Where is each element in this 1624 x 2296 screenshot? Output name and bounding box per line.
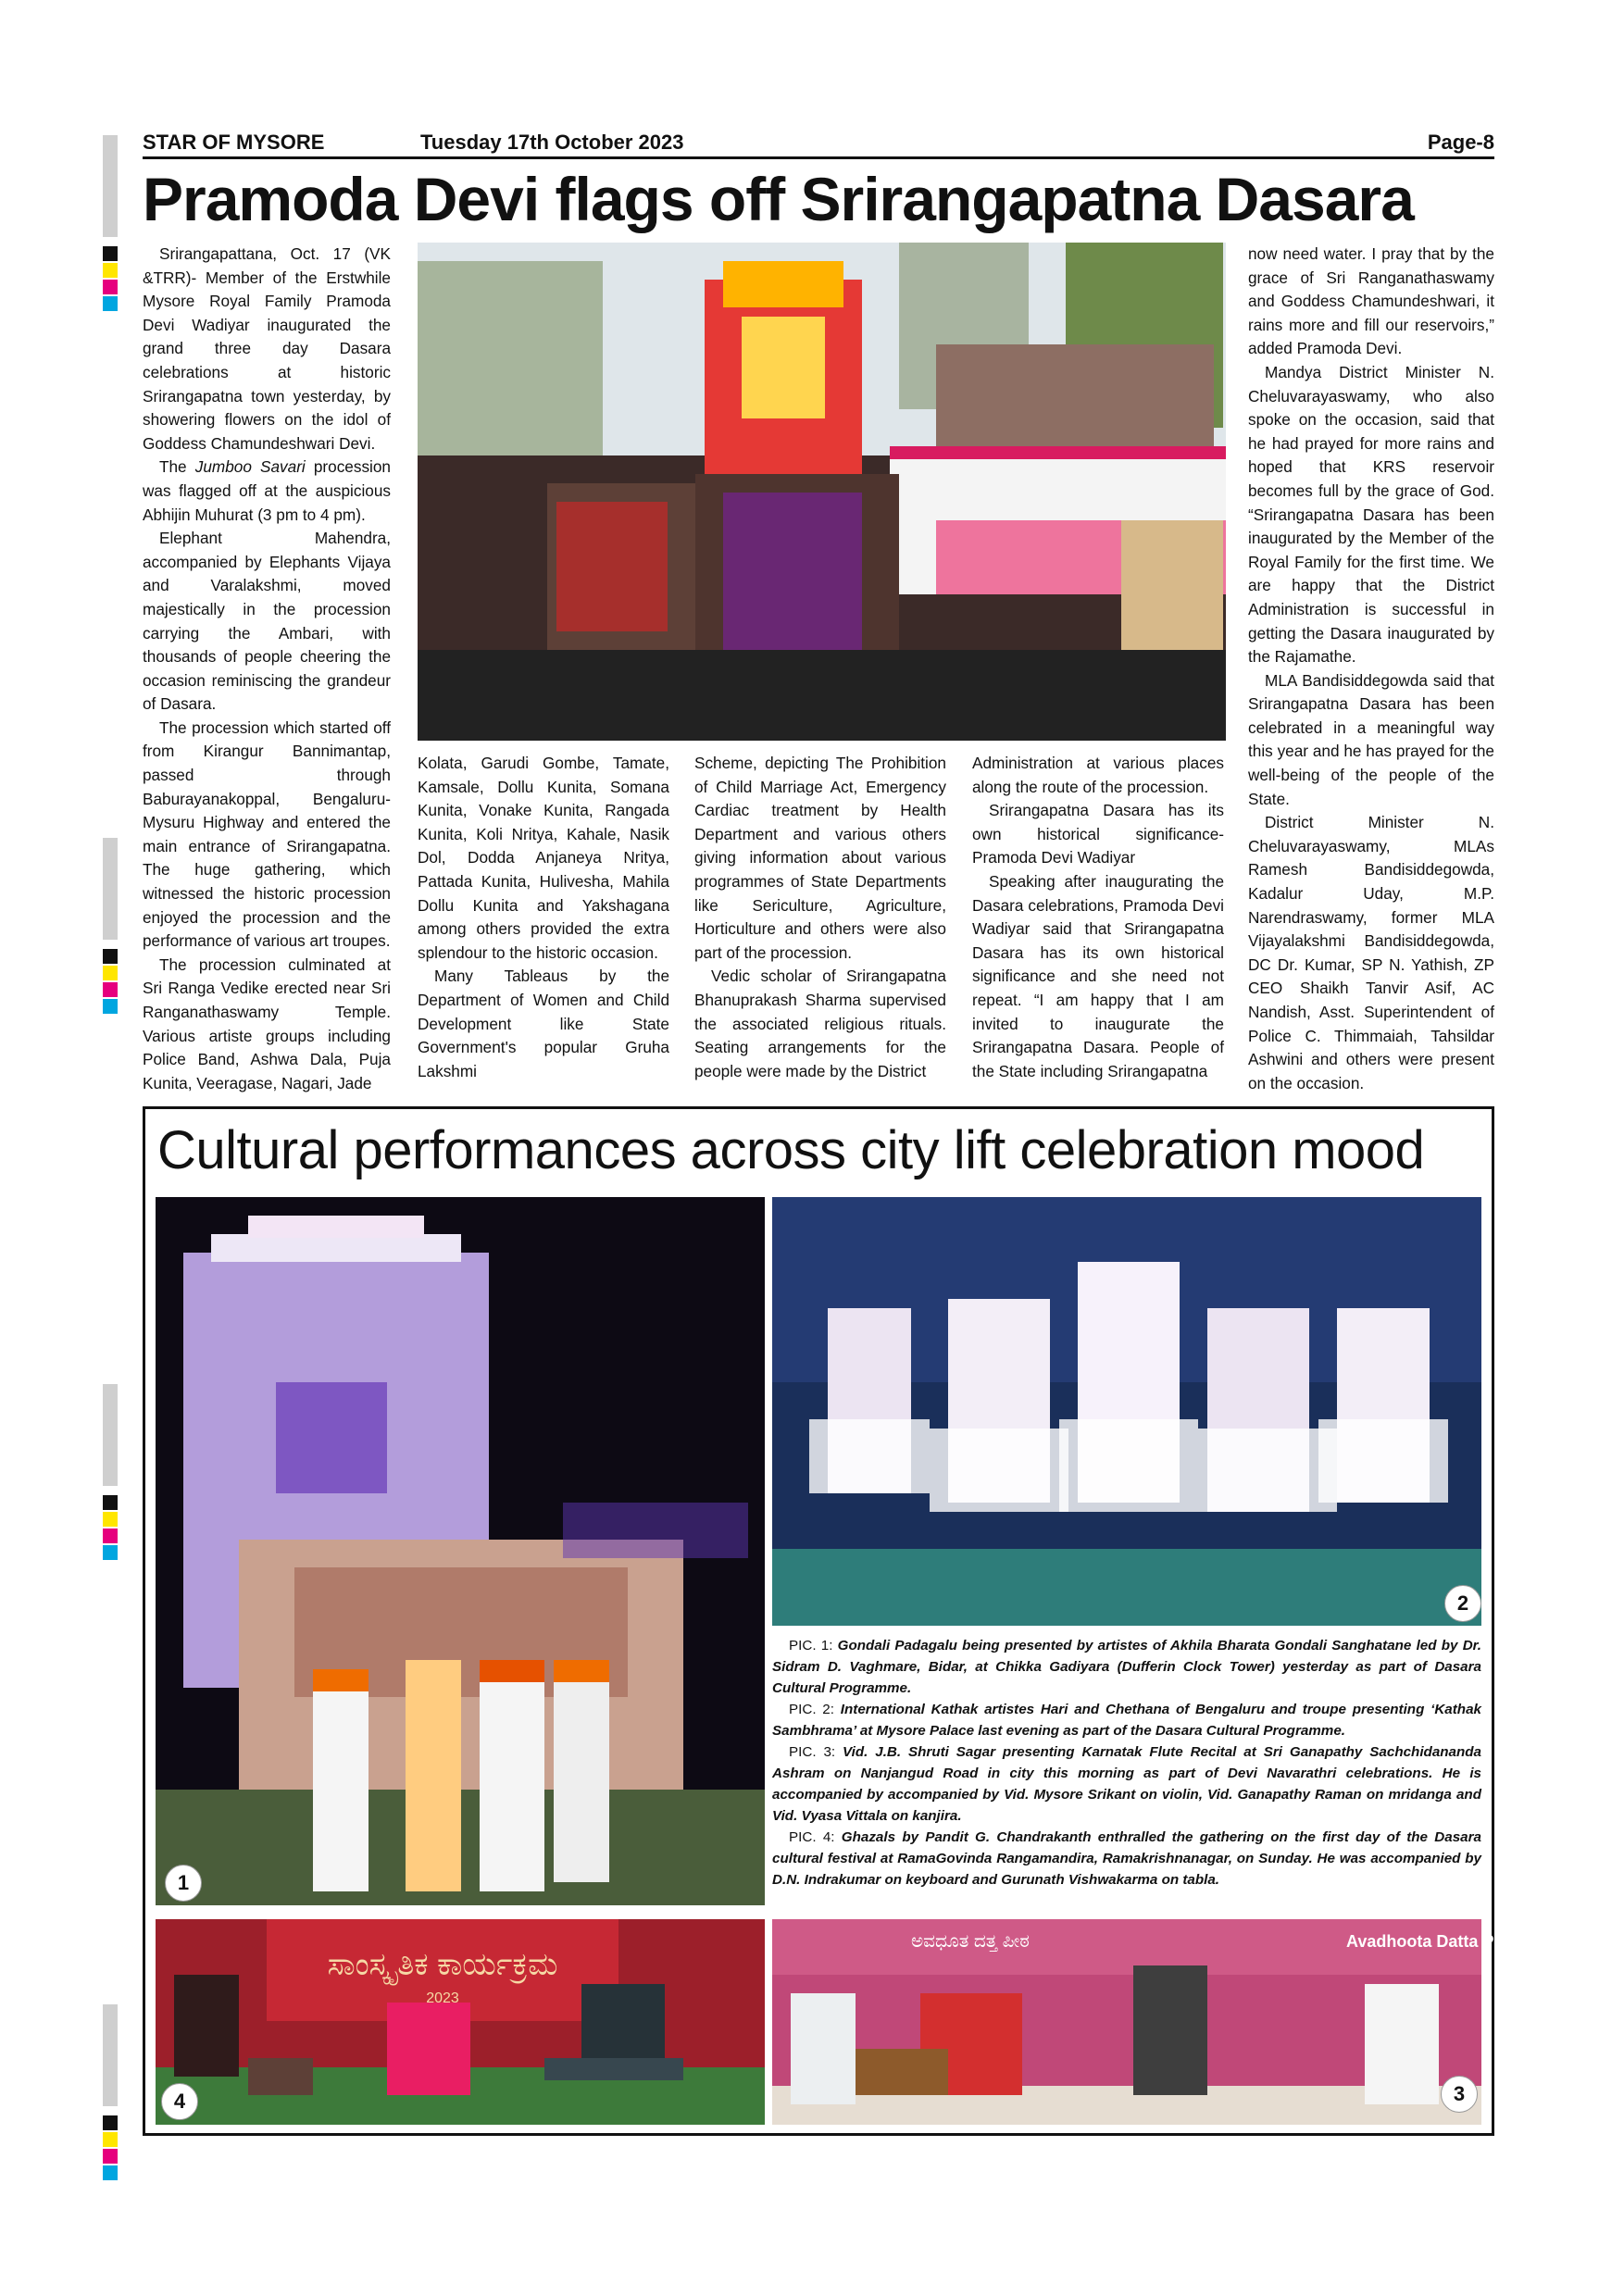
caption-pic-4	[772, 1827, 1481, 1890]
gondali-illustration	[156, 1197, 765, 1905]
paragraph: Vedic scholar of Srirangapatna Bhanuprakash Sharma supervised the associated religious rituals. Seating arrangements for the people were made by the District	[694, 967, 946, 1080]
issue-date: Tuesday 17th October 2023	[420, 131, 684, 154]
black-reg-swatch	[103, 949, 118, 964]
article-column-1	[143, 243, 391, 1095]
caption-text: Ghazals by Pandit G. Chandrakanth enthralled the gathering on the first day of the Dasara cultural festival at RamaGovinda Rangamandira, Ramakrishnanagar, on Sunday. He was accompanied by D.N. Indrakumar on keyboard and Gurunath Vishwakarma on tabla.	[772, 1829, 1481, 1888]
paragraph: Administration at various places along the route of the procession.	[972, 754, 1224, 796]
yellow-reg-swatch	[103, 966, 118, 980]
paragraph: The procession culminated at Sri Ranga Vedike erected near Sri Ranganathaswamy Temple. Various artiste groups including Police Band, Ashwa Dala, Puja Kunita, Veeragase, Nagari, Jade	[143, 955, 391, 1092]
caption-label: PIC. 3:	[789, 1744, 836, 1760]
stage-banner-text: ಅವಧೂತ ದತ್ತ ಪೀಠ	[911, 1931, 1030, 1952]
caption-label: PIC. 1:	[789, 1638, 833, 1653]
paragraph: Many Tableaus by the Department of Women and Child Development like State Government's popular Gruha Lakshmi	[418, 967, 669, 1080]
yellow-reg-swatch	[103, 2132, 118, 2147]
cyan-reg-swatch	[103, 296, 118, 311]
ghazal-photo	[156, 1919, 765, 2125]
paragraph: The procession which started off from Kirangur Bannimantap, passed through Baburayanakoppal, Bengaluru-Mysuru Highway and entered the main entrance of Srirangapatna. The huge gathering, which witnessed the historic procession enjoyed the procession and the performance of various art troupes.	[143, 718, 391, 951]
registration-bar	[103, 135, 118, 237]
photo-number-badge: 4	[161, 2083, 198, 2120]
yellow-reg-swatch	[103, 263, 118, 278]
photo-number-badge: 1	[165, 1865, 202, 1902]
caption-text: Vid. J.B. Shruti Sagar presenting Karnatak Flute Recital at Sri Ganapathy Sachchidananda Ashram on Nanjangud Road in city this morning as part of Devi Navarathri celebrations. He is accompanied by accompanied by Vid. Mysore Srikant on violin, Vid. Ganapathy Raman on mridanga and Vid. Vyasa Vittala on kanjira.	[772, 1744, 1481, 1824]
photo-captions	[772, 1635, 1481, 1890]
paragraph: The Jumboo Savari procession was flagged off at the auspicious Abhijin Muhurat (3 pm to 4 pm).	[143, 457, 391, 524]
flute-recital-photo	[772, 1919, 1553, 2125]
kathak-illustration	[772, 1197, 1481, 1626]
cyan-reg-swatch	[103, 2165, 118, 2180]
flute-recital-illustration	[772, 1919, 1553, 2125]
caption-pic-3	[772, 1741, 1481, 1827]
photo-number-badge: 3	[1441, 2076, 1478, 2113]
paragraph: Scheme, depicting The Prohibition of Child Marriage Act, Emergency Cardiac treatment by Health Department and various others giving information about various programmes of State Departments like Sericulture, Agriculture, Horticulture and others were also part of the procession.	[694, 754, 946, 962]
article-column-3	[694, 752, 946, 1083]
black-reg-swatch	[103, 246, 118, 261]
procession-photo	[418, 243, 1226, 741]
black-reg-swatch	[103, 1495, 118, 1510]
registration-bar	[103, 838, 118, 940]
caption-pic-1	[772, 1635, 1481, 1699]
magenta-reg-swatch	[103, 2149, 118, 2164]
caption-pic-2	[772, 1699, 1481, 1741]
italic-term: Jumboo Savari	[194, 457, 306, 477]
caption-text: International Kathak artistes Hari and Chethana of Bengaluru and troupe presenting ‘Kathak Sambhrama’ at Mysore Palace last evening as part of the Dasara Cultural Programme.	[772, 1702, 1481, 1739]
photo-number-badge: 2	[1444, 1585, 1481, 1622]
paper-name: STAR OF MYSORE	[143, 131, 325, 154]
black-reg-swatch	[103, 2115, 118, 2130]
gondali-photo	[156, 1197, 765, 1905]
paragraph: MLA Bandisiddegowda said that Srirangapatna Dasara has been celebrated in a meaningful way this year and he has prayed for the well-being of the people of the State.	[1248, 670, 1494, 808]
ghazal-illustration	[156, 1919, 765, 2125]
yellow-reg-swatch	[103, 1512, 118, 1527]
article-column-5	[1248, 243, 1494, 1095]
registration-bar	[103, 2004, 118, 2106]
registration-bar	[103, 1384, 118, 1486]
paragraph: Speaking after inaugurating the Dasara celebrations, Pramoda Devi Wadiyar said that Srirangapatna Dasara has its own historical significance and she need not repeat. “I am happy that I am invited to inaugurate the Srirangapatna Dasara. People of the State including Srirangapatna	[972, 871, 1224, 1080]
page-number: Page-8	[1427, 131, 1494, 154]
kathak-photo	[772, 1197, 1481, 1626]
article-column-2	[418, 752, 669, 1083]
paragraph: District Minister N. Cheluvarayaswamy, MLAs Ramesh Bandisiddegowda, Kadalur Uday, M.P. Narendraswamy, former MLA Vijayalakshmi Bandisiddegowda, DC Dr. Kumar, SP N. Yathish, ZP CEO Shaikh Tanvir Asif, AC Nandish, Asst. Superintendent of Police C. Thimmaiah, Tahsildar Ashwini and others were present on the occasion.	[1248, 813, 1494, 1092]
cyan-reg-swatch	[103, 1545, 118, 1560]
paragraph: Mandya District Minister N. Cheluvarayaswamy, who also spoke on the occasion, said that he had prayed for more rains and hoped that KRS reservoir becomes full by the grace of God. “Srirangapatna Dasara has been inaugurated by the Member of the Royal Family for the first time. We are happy that the District Administration is successful in getting the Dasara inaugurated by the Rajamathe.	[1248, 362, 1494, 667]
paragraph: now need water. I pray that by the grace of Sri Ranganathaswamy and Goddess Chamundeshwari, it rains more and fill our reservoirs,” added Pramoda Devi.	[1248, 244, 1494, 358]
magenta-reg-swatch	[103, 982, 118, 997]
cultural-section-title: Cultural performances across city lift celebration mood	[157, 1120, 1425, 1180]
paragraph: Elephant Mahendra, accompanied by Elephants Vijaya and Varalakshmi, moved majestically in the procession carrying the Ambari, with thousands of people cheering the occasion reminiscing the grandeur of Dasara.	[143, 529, 391, 714]
magenta-reg-swatch	[103, 280, 118, 294]
procession-illustration	[418, 243, 1226, 741]
article-column-4	[972, 752, 1224, 1083]
stage-banner-year: 2023	[426, 1990, 459, 2006]
paragraph: Srirangapatna Dasara has its own historical significance- Pramoda Devi Wadiyar	[972, 801, 1224, 867]
article-headline: Pramoda Devi flags off Srirangapatna Dasara	[143, 165, 1414, 233]
magenta-reg-swatch	[103, 1529, 118, 1543]
caption-label: PIC. 4:	[789, 1829, 835, 1845]
cyan-reg-swatch	[103, 999, 118, 1014]
paragraph: Kolata, Garudi Gombe, Tamate, Kamsale, Dollu Kunita, Somana Kunita, Vonake Kunita, Rangada Kunita, Koli Nritya, Kahale, Nasik Dol, Dodda Anjaneya Nritya, Pattada Kunita, Hulivesha, Mahila Dollu Kunita and Yakshagana among others provided the extra splendour to the historic occasion.	[418, 754, 669, 962]
masthead	[143, 129, 1494, 159]
stage-banner-text: ಸಾಂಸ್ಕೃತಿಕ ಕಾರ್ಯಕ್ರಮ	[327, 1947, 558, 1982]
caption-text: Gondali Padagalu being presented by artistes of Akhila Bharata Gondali Sanghatane led by Dr. Sidram D. Vaghmare, Bidar, at Chikka Gadiyara (Dufferin Clock Tower) yesterday as part of Dasara Cultural Programme.	[772, 1638, 1481, 1696]
caption-label: PIC. 2:	[789, 1702, 834, 1717]
stage-banner-text: Avadhoota Datta Peetham	[1346, 1932, 1553, 1951]
paragraph: Srirangapattana, Oct. 17 (VK &TRR)- Member of the Erstwhile Mysore Royal Family Pramoda Devi Wadiyar inaugurated the grand three day Dasara celebrations at historic Srirangapatna town yesterday, by showering flowers on the idol of Goddess Chamundeshwari Devi.	[143, 244, 391, 453]
